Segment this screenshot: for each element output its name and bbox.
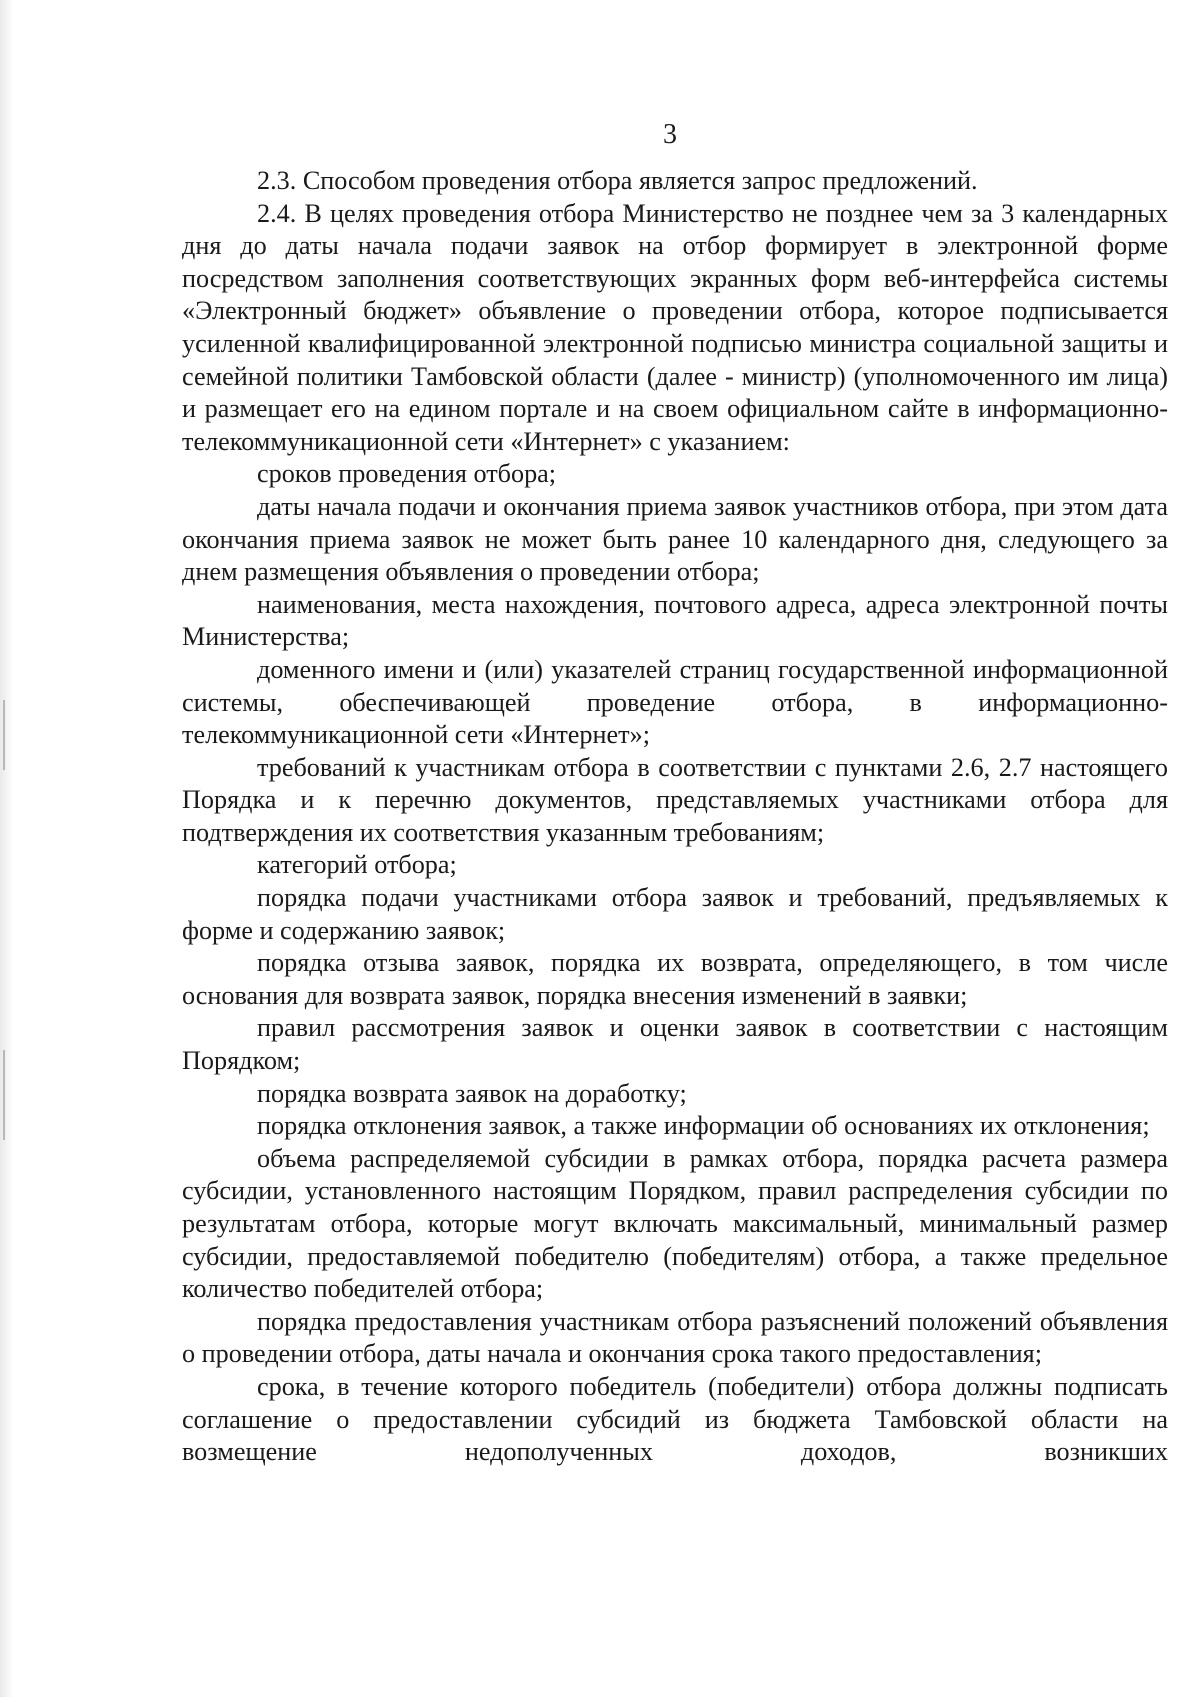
- paragraph: 2.3. Способом проведения отбора является запрос предложений.: [257, 166, 978, 195]
- scan-edge-mark: [3, 700, 5, 770]
- scan-edge-shadow: [0, 0, 14, 1697]
- paragraph: правил рассмотрения заявок и оценки заявок в соответствии с настоящим Порядком;: [182, 1013, 1168, 1076]
- paragraph: порядка отклонения заявок, а также информации об основаниях их отклонения;: [257, 1111, 1150, 1141]
- paragraph: 2.4. В целях проведения отбора Министерство не позднее чем за 3 календарных дня до даты начала подачи заявок на отбор формирует в электронной форме посредством заполнения соответствующих экранных форм веб-интерфейса системы «Электронный бюджет» объявление о проведении отбора, которое подписывается усиленной квалифицированной электронной подписью министра социальной защиты и семейной политики Тамбовской области (далее - министр) (уполномоченного им лица) и размещает его на едином портале и на своем официальном сайте в информационно-телекоммуникационной сети «Интернет» с указанием:: [182, 198, 1168, 456]
- paragraph: объема распределяемой субсидии в рамках отбора, порядка расчета размера субсидии, установленного настоящим Порядком, правил распределения субсидии по результатам отбора, которые могут включать максимальный, минимальный размер субсидии, предоставляемой победителю (победителям) отбора, а также предельное количество победителей отбора;: [182, 1143, 1168, 1304]
- document-body: [182, 165, 1168, 1469]
- page-number: 3: [663, 119, 677, 150]
- paragraph: порядка подачи участниками отбора заявок и требований, предъявляемых к форме и содержанию заявок;: [182, 883, 1168, 945]
- scan-edge-mark: [3, 1050, 5, 1140]
- paragraph: наименования, места нахождения, почтового адреса, адреса электронной почты Министерства;: [182, 589, 1168, 652]
- paragraph: порядка отзыва заявок, порядка их возврата, определяющего, в том числе основания для возврата заявок, порядка внесения изменений в заявки;: [182, 948, 1168, 1010]
- paragraph: порядка предоставления участникам отбора разъяснений положений объявления о проведении отбора, даты начала и окончания срока такого предоставления;: [182, 1306, 1168, 1369]
- paragraph: категорий отбора;: [257, 850, 457, 880]
- paragraph: сроков проведения отбора;: [257, 459, 557, 489]
- paragraph: порядка возврата заявок на доработку;: [257, 1078, 687, 1108]
- paragraph: даты начала подачи и окончания приема заявок участников отбора, при этом дата окончания приема заявок не может быть ранее 10 календарного дня, следующего за днем размещения объявления о проведении отбора;: [182, 491, 1168, 587]
- paragraph: требований к участникам отбора в соответствии с пунктами 2.6, 2.7 настоящего Порядка и к перечню документов, представляемых участниками отбора для подтверждения их соответствия указанным требованиям;: [182, 752, 1168, 847]
- paragraph: срока, в течение которого победитель (победители) отбора должны подписать соглашение о предоставлении субсидий из бюджета Тамбовской области на возмещение недополученных доходов, возникших: [182, 1371, 1168, 1467]
- paragraph: доменного имени и (или) указателей страниц государственной информационной системы, обеспечивающей проведение отбора, в информационно-телекоммуникационной сети «Интернет»;: [182, 654, 1168, 750]
